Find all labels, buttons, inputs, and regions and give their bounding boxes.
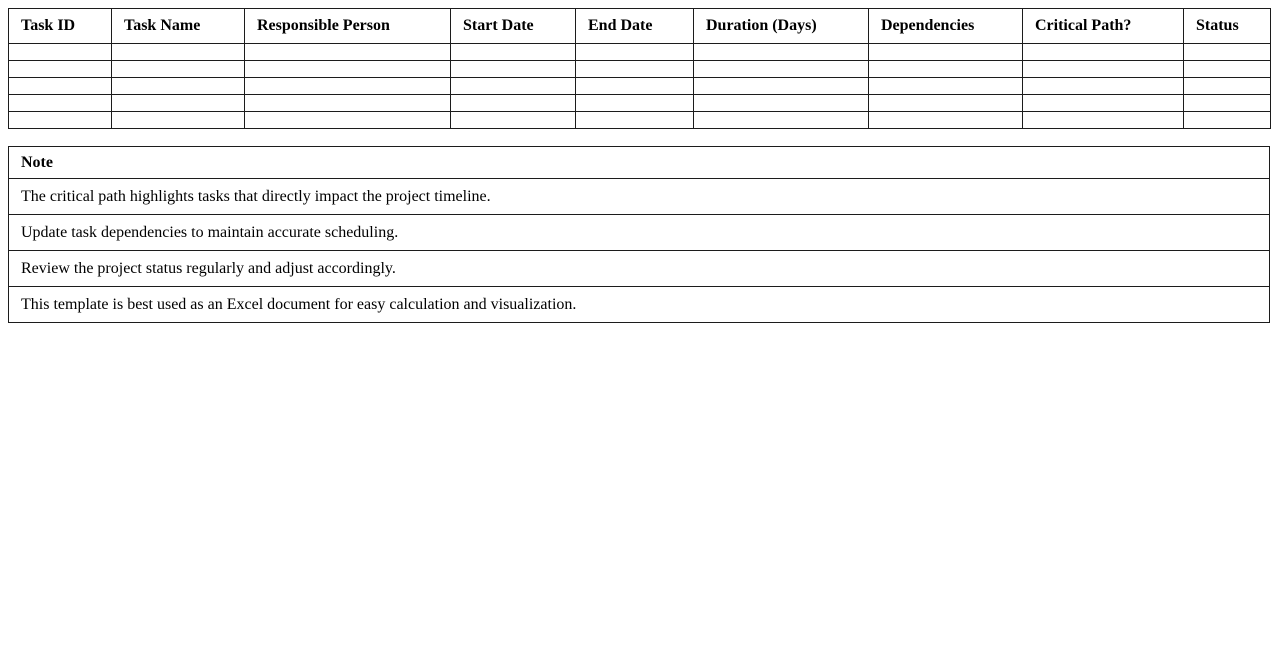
- note-row: [9, 179, 1270, 215]
- empty-cell: [869, 44, 1023, 61]
- empty-cell: [576, 78, 694, 95]
- empty-cell: [9, 95, 112, 112]
- empty-cell: [1023, 78, 1184, 95]
- empty-cell: [576, 95, 694, 112]
- empty-cell: [576, 44, 694, 61]
- column-header-critical-path: Critical Path?: [1023, 9, 1184, 44]
- empty-cell: [451, 95, 576, 112]
- empty-cell: [1023, 44, 1184, 61]
- column-header-dependencies: Dependencies: [869, 9, 1023, 44]
- empty-cell: [451, 112, 576, 129]
- empty-cell: [9, 112, 112, 129]
- empty-cell: [869, 78, 1023, 95]
- empty-cell: [245, 112, 451, 129]
- empty-cell: [576, 61, 694, 78]
- empty-cell: [1184, 44, 1271, 61]
- empty-cell: [112, 44, 245, 61]
- task-table-empty-row: [9, 95, 1271, 112]
- empty-cell: [245, 78, 451, 95]
- note-row: [9, 215, 1270, 251]
- column-header-responsible-person: Responsible Person: [245, 9, 451, 44]
- note-text: The critical path highlights tasks that directly impact the project timeline.: [9, 179, 1270, 215]
- note-text: Update task dependencies to maintain accurate scheduling.: [9, 215, 1270, 251]
- note-text: Review the project status regularly and adjust accordingly.: [9, 251, 1270, 287]
- empty-cell: [1184, 112, 1271, 129]
- empty-cell: [245, 44, 451, 61]
- task-table-empty-row: [9, 78, 1271, 95]
- empty-cell: [112, 78, 245, 95]
- task-table-empty-row: [9, 61, 1271, 78]
- notes-table: [8, 146, 1270, 323]
- empty-cell: [694, 78, 869, 95]
- note-text: This template is best used as an Excel document for easy calculation and visualization.: [9, 287, 1270, 323]
- task-table-empty-row: [9, 44, 1271, 61]
- task-table-header-row: [9, 9, 1271, 44]
- empty-cell: [869, 112, 1023, 129]
- column-header-end-date: End Date: [576, 9, 694, 44]
- empty-cell: [451, 78, 576, 95]
- empty-cell: [1023, 61, 1184, 78]
- note-row: [9, 287, 1270, 323]
- column-header-start-date: Start Date: [451, 9, 576, 44]
- task-table-empty-row: [9, 112, 1271, 129]
- empty-cell: [1023, 112, 1184, 129]
- empty-cell: [869, 61, 1023, 78]
- task-table-body: [9, 44, 1271, 129]
- notes-header-row: [9, 147, 1270, 179]
- notes-header-cell: Note: [9, 147, 1270, 179]
- empty-cell: [245, 61, 451, 78]
- column-header-duration-days: Duration (Days): [694, 9, 869, 44]
- empty-cell: [112, 61, 245, 78]
- empty-cell: [694, 95, 869, 112]
- empty-cell: [1184, 95, 1271, 112]
- empty-cell: [9, 44, 112, 61]
- empty-cell: [451, 44, 576, 61]
- column-header-task-name: Task Name: [112, 9, 245, 44]
- empty-cell: [1023, 95, 1184, 112]
- empty-cell: [1184, 61, 1271, 78]
- column-header-task-id: Task ID: [9, 9, 112, 44]
- empty-cell: [112, 95, 245, 112]
- empty-cell: [694, 61, 869, 78]
- empty-cell: [9, 78, 112, 95]
- empty-cell: [694, 112, 869, 129]
- column-header-status: Status: [1184, 9, 1271, 44]
- empty-cell: [869, 95, 1023, 112]
- empty-cell: [576, 112, 694, 129]
- empty-cell: [1184, 78, 1271, 95]
- task-table: [8, 8, 1271, 129]
- empty-cell: [694, 44, 869, 61]
- empty-cell: [112, 112, 245, 129]
- empty-cell: [9, 61, 112, 78]
- empty-cell: [245, 95, 451, 112]
- empty-cell: [451, 61, 576, 78]
- note-row: [9, 251, 1270, 287]
